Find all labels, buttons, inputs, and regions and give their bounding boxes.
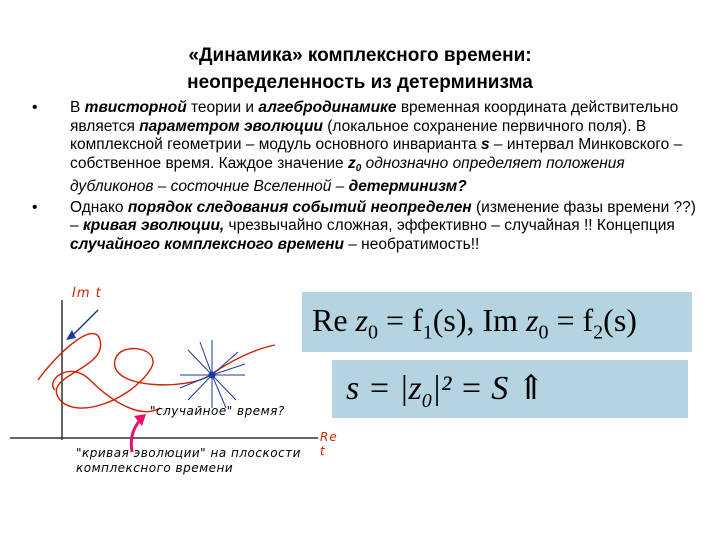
text-subscript: 0 [355,162,362,174]
text-run: (изменение фазы времени ??) – [70,198,696,234]
formula-symbol: z [526,302,539,338]
evolution-curve-label: "кривая эволюции" на плоскости комплексного времени [76,446,301,475]
title-line-2: неопределенность из детерминизма [187,72,533,93]
title-line-1: «Динамика» комплексного времени: [188,45,532,66]
formula-run: (s), Im [432,302,527,338]
bullet-marker: • [32,198,38,216]
text-emphasis: алгебродинамике [258,99,397,116]
text-emphasis: порядок следования событий неопределен [127,198,472,216]
text-emphasis: z [347,154,356,172]
text-emphasis: s [480,136,490,153]
text-emphasis: детерминизм? [348,178,467,195]
im-axis-label: Im t [72,286,102,301]
formula-run: Re [312,302,356,338]
re-axis-label: Re t [320,430,338,458]
text-run: чрезвычайно сложная, эффективно – случайная !! Концепция [224,217,675,234]
text-emphasis: случайного комплексного времени [70,235,344,253]
formula-sub: 0 [538,321,549,344]
slide-title [0,42,720,96]
formula-run: = f [378,302,423,338]
text-run: временная координата действительно является [70,99,679,135]
text-run: (локальное сохранение первичного поля). В комплексной геометрии – модуль основного инварианта [70,117,647,153]
bullet-list [32,99,708,254]
bullet-marker: • [32,99,38,116]
formula-run: s = |z [346,370,422,407]
formula-re-im-text [312,302,637,344]
bullet-uncertainty [32,199,708,255]
text-run: В [70,99,85,116]
text-emphasis: твисторной [84,99,187,116]
complex-time-figure [0,280,338,540]
formula-sub: 0 [421,389,432,412]
formula-run: |² = S ⇑ [431,370,546,407]
formula-sub: 2 [593,321,604,344]
formula-sub: 1 [422,321,433,344]
evolution-curve [38,334,275,412]
arrow-upper-head [66,330,76,340]
text-run: Однако [70,198,128,216]
formula-re-im [302,292,692,352]
bullet-determinism [32,99,708,197]
formula-symbol: z [355,302,368,338]
formula-run: (s) [603,302,637,338]
random-point [209,372,216,379]
text-run: теории и [186,99,259,116]
random-time-label: "случайное" время? [150,404,285,418]
text-emphasis: параметром эволюции [139,117,323,135]
formula-run: = f [548,302,594,338]
formula-sub: 0 [368,321,378,344]
text-emphasis: кривая эволюции, [82,217,225,234]
text-run: – интервал Минковского – собственное время. Каждое значение [70,136,683,172]
text-run: – необратимость!! [343,235,480,253]
text-italic: однозначно определяет положения дубликонов – состочние Вселенной – [70,154,625,195]
formula-interval-text [346,368,545,413]
formula-interval [332,360,688,418]
